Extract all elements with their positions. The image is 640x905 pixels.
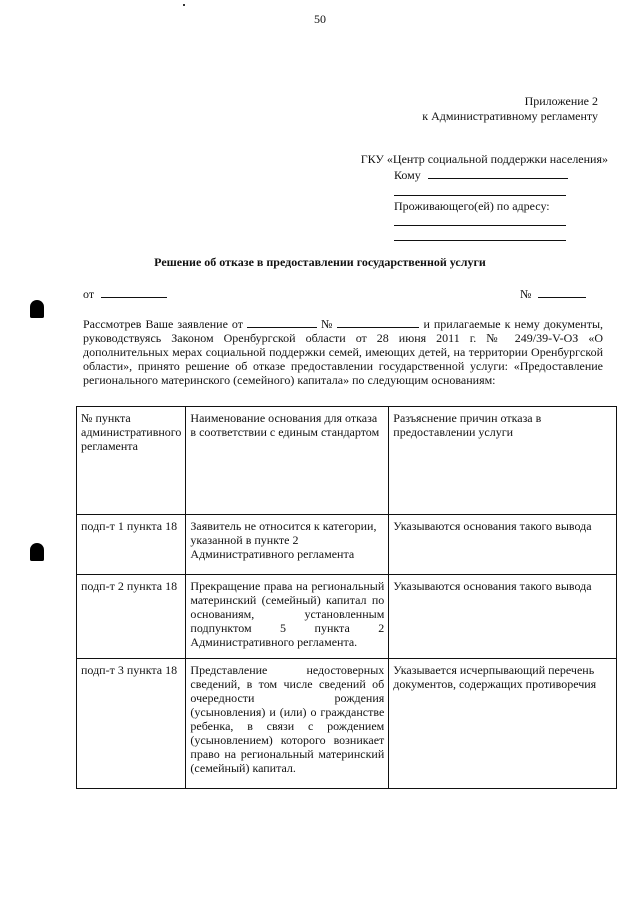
recipient-to-blank (428, 167, 568, 179)
date-blank (101, 286, 167, 298)
recipient-block (318, 152, 608, 183)
header-point: № пункта административного регламента (77, 407, 186, 515)
appendix-header (422, 94, 598, 124)
header-reason: Наименование основания для отказа в соответствии с единым стандартом (186, 407, 389, 515)
table-row (77, 575, 617, 659)
binder-hole-mark (30, 300, 44, 318)
row-reason: Представление недостоверных сведений, в том числе сведений об очередности рождения (усыновления) и (или) о гражданстве ребенка, в связи с рождением (усыновлением) которого возникает право на региональный материнский (семейный) капитал. (186, 659, 389, 789)
recipient-org: ГКУ «Центр социальной поддержки населения» (360, 152, 608, 166)
address-line-2 (394, 240, 566, 241)
row-point: подп-т 3 пункта 18 (77, 659, 186, 789)
page-number: 50 (314, 12, 326, 26)
application-number-blank (337, 316, 419, 328)
recipient-to-label: Кому (394, 168, 421, 182)
header-explanation: Разъяснение причин отказа в предоставлении услуги (389, 407, 617, 515)
appendix-line-1: Приложение 2 (524, 94, 598, 108)
date-label: от (83, 287, 95, 301)
appendix-line-2: к Административному регламенту (422, 109, 598, 123)
row-reason: Заявитель не относится к категории, указанной в пункте 2 Административного регламента (186, 515, 389, 575)
row-explanation: Указывается исчерпывающий перечень документов, содержащих противоречия (389, 659, 617, 789)
recipient-to-line-2 (394, 195, 566, 196)
row-point: подп-т 2 пункта 18 (77, 575, 186, 659)
refusal-grounds-table (76, 406, 617, 789)
row-point: подп-т 1 пункта 18 (77, 515, 186, 575)
number-blank (538, 286, 586, 298)
recipient-address-label: Проживающего(ей) по адресу: (394, 199, 550, 213)
application-date-blank (247, 316, 317, 328)
paragraph-part-1: Рассмотрев Ваше заявление от (83, 317, 244, 331)
recipient-to-row (394, 167, 608, 183)
address-line-1 (394, 225, 566, 226)
row-explanation: Указываются основания такого вывода (389, 515, 617, 575)
date-row (83, 286, 167, 302)
table-row (77, 659, 617, 789)
paragraph-part-2: № (321, 317, 334, 331)
row-reason: Прекращение права на региональный материнский (семейный) капитал по основаниям, установленным подпунктом 5 пункта 2 Административного регламента. (186, 575, 389, 659)
document-title: Решение об отказе в предоставлении государственной услуги (154, 255, 486, 269)
decision-paragraph (83, 316, 603, 387)
row-explanation: Указываются основания такого вывода (389, 575, 617, 659)
number-label: № (520, 287, 532, 301)
binder-hole-mark (30, 543, 44, 561)
table-row (77, 515, 617, 575)
table-header-row (77, 407, 617, 515)
scan-speck (183, 4, 185, 6)
paragraph-part-3: и прилагаемые к нему документы, руководствуясь Законом Оренбургской области от 28 июня 2011 г. № 249/39-V-ОЗ «О дополнительных мерах социальной поддержки семей, имеющих детей, на территории Оренбургской области», принято решение об отказе предоставлении государственной услуги: «Предоставление регионального материнского (семейного) капитала» по следующим основаниям: (83, 317, 604, 387)
number-row (520, 286, 586, 302)
